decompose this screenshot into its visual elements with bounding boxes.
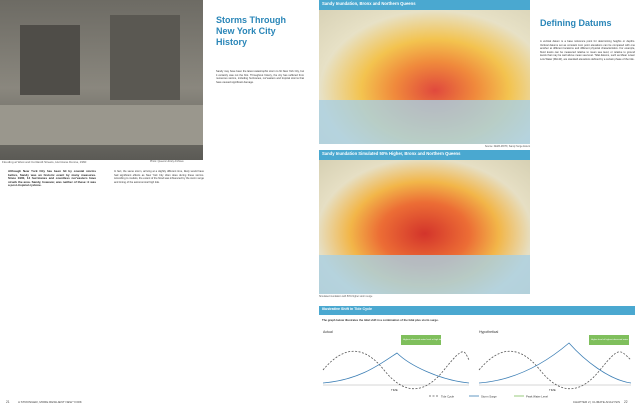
annotation-actual: Highest observed water level at high tide — [403, 339, 443, 341]
tide-chart — [319, 325, 635, 400]
body-column-1: Although New York City has been hit by coastal storms before, Sandy was an historic event by many measures. Since 1900, 14 hurricanes and countless nor'easters have struck the area. Sandy, however, was neither of these: it was a post-tropical cyclone. — [8, 170, 96, 188]
body-column-2: In fact, the same storm, arriving at a slightly different time, likely would have had significant effects as New York City often does during these storms. According to models, the extent of the flood was influenced by the storm surge and timing of the astronomical high tide. — [114, 170, 204, 184]
body-column-3: Sandy may have been the latest catastrophic storm to hit New York City, but it certainly was not the first. Throughout history, the city has suffered from numerous storms, including hurricanes, nor'easters and tropical storms that have caused significant damage. — [216, 70, 304, 84]
axis-time-label-hypo: TIME — [549, 388, 556, 392]
chart-actual-label: Actual — [323, 330, 333, 334]
page-number-left: 21 — [6, 400, 10, 404]
map1-image — [319, 10, 530, 144]
axis-time-label-actual: TIME — [391, 388, 398, 392]
defining-datums-body: A vertical datum is a base reference point for determining heights or depths. Vertical datums set as constant zero point elevations can be compared with one another at different locations and different physical characteristics. For example, flood levels can be measured relative to mean sea level, or relative to ground levels that may be well above mean sea level. Tidal datums, such as Mean Lower Low Water (MLLW), are standard elevations defined by a certain phase of the tide. — [540, 40, 635, 61]
legend-peak-water: Peak Water Level — [526, 394, 548, 399]
chart-hypo-label: Hypothetical — [479, 330, 499, 334]
legend-storm-surge: Storm Surge — [481, 394, 497, 399]
map2-image — [319, 160, 530, 294]
page-number-right: 22 — [624, 400, 628, 404]
map2-title-band: Sandy Inundation Simulated 50% Higher, Bronx and Northern Queens — [319, 150, 530, 160]
defining-datums-title: Defining Datums — [540, 18, 612, 28]
footer-right: CHAPTER 2 | CLIMATE ANALYSIS — [572, 400, 620, 404]
footer-left: A STRONGER, MORE RESILIENT NEW YORK — [18, 400, 82, 404]
illustration-subtitle: The graph below illustrates the tidal shift in a combination of the tidal plus storm surge. — [322, 318, 439, 322]
storms-title: Storms Through New York City History — [216, 15, 286, 47]
map2-caption: Simulated inundation with 50% higher storm surge — [319, 295, 373, 298]
tide-cycle-line-actual — [323, 351, 469, 389]
storm-surge-line-hypo — [479, 343, 631, 383]
storm-surge-line-actual — [323, 353, 469, 383]
legend-tide-cycle: Tide Cycle — [441, 394, 455, 399]
photo-caption: Flooding at West and Cortlandt Streets, Hurricane Donna, 1960 — [2, 160, 87, 164]
tide-cycle-line-hypo — [479, 351, 631, 389]
annotation-hypo: Higher level of highest observed water level — [591, 339, 634, 341]
illustration-title-band: Illustrative Shift in Tide Cycle — [319, 306, 635, 315]
map1-title-band: Sandy Inundation, Bronx and Northern Queens — [319, 0, 530, 10]
flood-photo — [0, 0, 203, 160]
photo-credit: Photo: Queens Library Archives — [150, 160, 184, 163]
map1-caption: Source: FEMA MOTF, Sandy Surge Extent — [484, 145, 530, 148]
